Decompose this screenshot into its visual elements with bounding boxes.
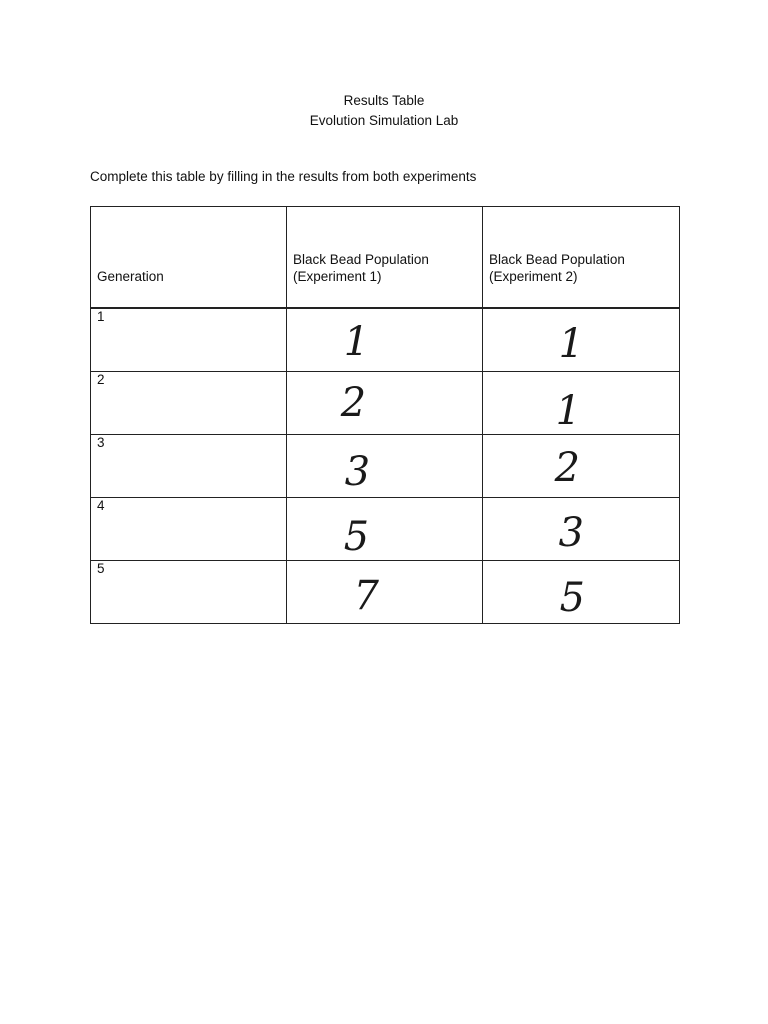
experiment-2-cell[interactable]: [483, 372, 680, 435]
experiment-1-cell[interactable]: [287, 308, 483, 372]
generation-cell: 5: [91, 561, 287, 624]
generation-cell: 2: [91, 372, 287, 435]
header-generation: [91, 207, 287, 309]
table-row: [91, 308, 680, 372]
header-experiment-1: [287, 207, 483, 309]
experiment-2-cell[interactable]: [483, 308, 680, 372]
handwritten-value: 3: [558, 509, 584, 557]
table-row: [91, 498, 680, 561]
experiment-2-cell[interactable]: [483, 435, 680, 498]
handwritten-value: 3: [344, 448, 371, 496]
header-experiment-2-line2: (Experiment 2): [489, 269, 578, 284]
experiment-1-cell[interactable]: [287, 435, 483, 498]
handwritten-value: 1: [555, 387, 581, 434]
table-row: [91, 372, 680, 435]
handwritten-value: 1: [558, 320, 584, 368]
generation-cell: 3: [91, 435, 287, 498]
experiment-1-cell[interactable]: [287, 498, 483, 561]
handwritten-value: 7: [353, 572, 379, 620]
handwritten-value: 2: [340, 379, 367, 427]
results-table: [90, 206, 680, 624]
experiment-2-cell[interactable]: [483, 498, 680, 561]
handwritten-value: 5: [343, 513, 370, 560]
header-generation-label: Generation: [97, 269, 164, 284]
instructions-text: Complete this table by filling in the results from both experiments: [90, 169, 477, 184]
header-experiment-1-line1: Black Bead Population: [293, 252, 429, 267]
experiment-2-cell[interactable]: [483, 561, 680, 624]
handwritten-value: 2: [554, 444, 580, 492]
table-row: [91, 435, 680, 498]
generation-cell: 1: [91, 308, 287, 372]
header-experiment-1-line2: (Experiment 1): [293, 269, 382, 284]
document-subtitle: Evolution Simulation Lab: [309, 113, 459, 128]
generation-cell: 4: [91, 498, 287, 561]
header-experiment-2-line1: Black Bead Population: [489, 252, 625, 267]
header-experiment-2: [483, 207, 680, 309]
handwritten-value: 1: [343, 318, 370, 366]
table-row: [91, 561, 680, 624]
document-title: Results Table: [343, 93, 425, 108]
experiment-1-cell[interactable]: [287, 372, 483, 435]
experiment-1-cell[interactable]: [287, 561, 483, 624]
handwritten-value: 5: [559, 574, 585, 622]
table-header-row: [91, 207, 680, 309]
